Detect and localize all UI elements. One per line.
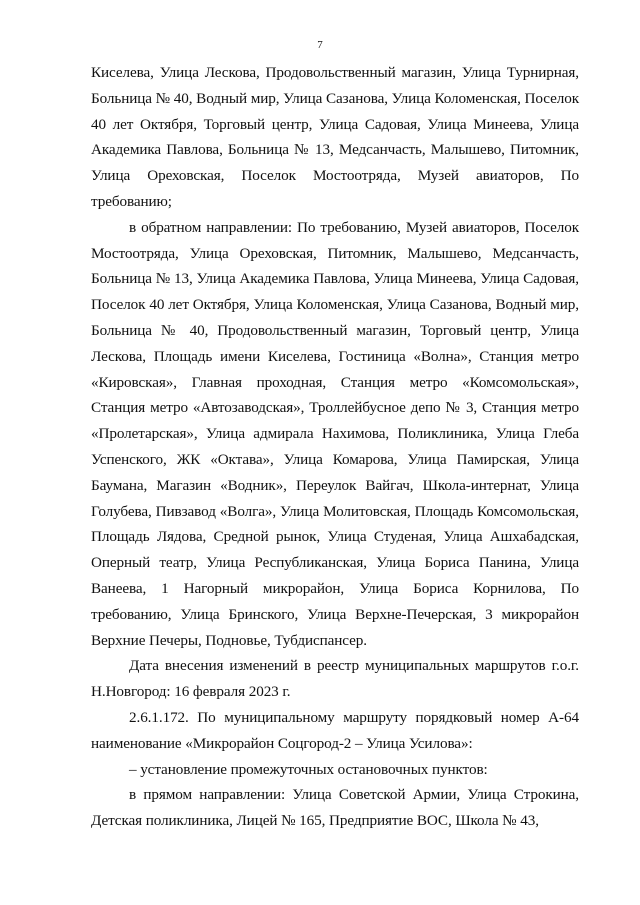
- paragraph-forward-stops-continuation: Киселева, Улица Лескова, Продовольственный магазин, Улица Турнирная, Больница № 40, Водный мир, Улица Сазанова, Улица Коломенская, Поселок 40 лет Октября, Торговый центр, Улица Садовая, Улица Минеева, Улица Академика Павлова, Больница № 13, Медсанчасть, Малышево, Питомник, Улица Ореховская, Поселок Мостоотряда, Музей авиаторов, По требованию;: [91, 64, 579, 210]
- paragraph-reverse-direction-stops: в обратном направлении: По требованию, Музей авиаторов, Поселок Мостоотряда, Улица Ореховская, Питомник, Малышево, Медсанчасть, Больница № 13, Улица Академика Павлова, Улица Минеева, Улица Садовая, Поселок 40 лет Октября, Улица Коломенская, Улица Сазанова, Водный мир, Больница № 40, Продовольственный магазин, Торговый центр, Улица Лескова, Площадь имени Киселева, Гостиница «Волна», Станция метро «Кировская», Главная проходная, Станция метро «Комсомольская», Станция метро «Автозаводская», Троллейбусное депо № 3, Станция метро «Пролетарская», Улица адмирала Нахимова, Поликлиника, Улица Глеба Успенского, ЖК «Октава», Улица Комарова, Улица Памирская, Улица Баумана, Магазин «Водник», Переулок Вайгач, Школа-интернат, Улица Голубева, Пивзавод «Волга», Улица Молитовская, Площадь Комсомольская, Площадь Лядова, Средной рынок, Улица Студеная, Улица Ашхабадская, Оперный театр, Улица Республиканская, Улица Бориса Панина, Улица Ванеева, 1 Нагорный микрорайон, Улица Бориса Корнилова, По требованию, Улица Бринского, Улица Верхне-Печерская, 3 микрорайон Верхние Печеры, Подновье, Тубдиспансер.: [91, 218, 579, 649]
- paragraph-registry-change-date: Дата внесения изменений в реестр муниципальных маршрутов г.о.г. Н.Новгород: 16 февраля 2023 г.: [91, 657, 579, 701]
- document-body: [91, 60, 579, 834]
- paragraph-route-a64-heading: 2.6.1.172. По муниципальному маршруту порядковый номер А-64 наименование «Микрорайон Соцгород-2 – Улица Усилова»:: [91, 708, 579, 752]
- paragraph-forward-direction-stops: в прямом направлении: Улица Советской Армии, Улица Строкина, Детская поликлиника, Лицей № 165, Предприятие ВОС, Школа № 43,: [91, 786, 579, 830]
- page-number: 7: [317, 39, 323, 51]
- paragraph-intermediate-stops-intro: – установление промежуточных остановочных пунктов:: [129, 760, 488, 778]
